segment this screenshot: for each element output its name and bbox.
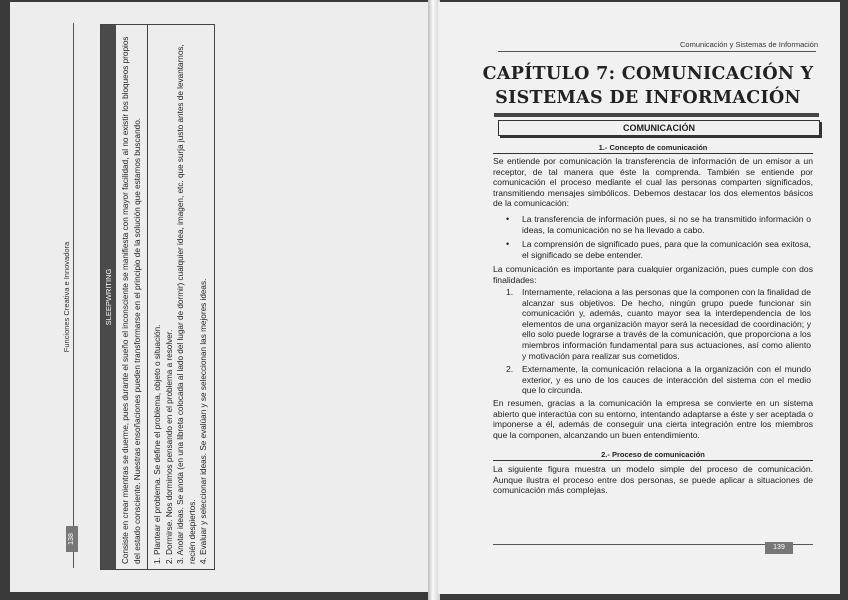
steps-list [148, 25, 214, 569]
box-paragraph: Consiste en crear mientras se duerme, pues durante el sueño el inconsciente se manifiesta con mayor facilidad, al no existir los bloqueos propios del estado consciente. Nuestras ensoñaciones pueden transformarse en el principio de la solución que estamos buscando. [116, 25, 148, 569]
chapter-title-line: CAPÍTULO 7: COMUNICACIÓN Y [482, 64, 814, 84]
bullet-item [506, 214, 811, 235]
numbered-item [506, 287, 811, 361]
item-text: Externamente, la comunicación relaciona a la organización con el mundo exterior, y es uno de los cauces de interacción del sistema con el medio que lo circunda. [522, 364, 811, 396]
paragraph-summary: En resumen, gracias a la comunicación la empresa se convierte en un sistema abierto que interactúa con su entorno, intentando adaptarse a éste y ser aceptada o imponerse a él, además de conseguir una cierta integración entre los miembros que la componen, alcanzando un buen entendimiento. [493, 398, 813, 440]
item-text: Internamente, relaciona a las personas que la componen con la finalidad de alcanzar sus objetivos. De hecho, ningún grupo puede funcionar sin comunicación y, además, cuanto mayor sea la interdependencia de los elementos de una organización mayor será la necesidad de coordinación; y ello solo puede lograrse a través de la comunicación, que proporciona a los miembros información fundamental para sus actuaciones, así como aliento y motivación para realizar sus cometidos. [522, 287, 811, 361]
right-head-rule [498, 51, 816, 52]
chapter-rule [494, 113, 819, 117]
sleepwriting-box [100, 24, 215, 570]
left-head-rule [73, 23, 74, 568]
right-page [438, 2, 840, 594]
bullet-text: La comprensión de significado pues, para que la comunicación sea exitosa, el significado se debe entender. [522, 239, 811, 260]
left-page-number: 138 [66, 526, 78, 552]
chapter-title-line: SISTEMAS DE INFORMACIÓN [495, 88, 801, 108]
right-page-number: 139 [765, 542, 793, 554]
box-title: SLEEPWRITING [101, 25, 116, 569]
bullet-icon: • [506, 214, 510, 224]
left-page [10, 2, 430, 592]
chapter-title [478, 62, 818, 110]
paragraph-importance: La comunicación es importante para cualquier organización, pues cumple con dos finalidades: [493, 264, 813, 285]
left-running-head: Funciones Creativa e Innovadora [62, 241, 71, 353]
bullet-text: La transferencia de información pues, si no se ha transmitido información o ideas, la comunicación no se ha llevado a cabo. [522, 214, 811, 235]
subheading-rule [493, 153, 813, 154]
numbered-item [506, 364, 811, 396]
subheading-proceso: 2.- Proceso de comunicación [601, 450, 705, 459]
rotated-content [10, 2, 430, 592]
bullet-item [506, 239, 811, 260]
step-item: 1. Plantear el problema. Se define el problema, objeto o situación. [153, 324, 162, 564]
bullet-icon: • [506, 239, 510, 249]
subheading-concepto: 1.- Concepto de comunicación [598, 143, 708, 152]
subheading-rule [493, 460, 813, 461]
step-item: 3. Anotar ideas. Se anota (en una libreta colocada al lado del lugar de dormir) cualquier idea, imagen, etc. que surja justo antes de levantarnos, recién despiertos. [176, 44, 197, 564]
step-item: 4. Evaluar y seleccionar ideas. Se evalúan y se seleccionan las mejores ideas. [199, 278, 208, 564]
item-number: 2. [506, 364, 514, 374]
item-number: 1. [506, 287, 514, 297]
paragraph-definition: Se entiende por comunicación la transferencia de información de un emisor a un receptor, de tal manera que éste la comprenda. También se entiende por comunicación el proceso mediante el cual las personas comparten significados, transmitiendo mensajes simbólicos. Debemos destacar los dos elementos básicos de la comunicación: [493, 156, 813, 209]
section-title: COMUNICACIÓN [498, 120, 820, 136]
right-running-head: Comunicación y Sistemas de Información [680, 40, 818, 49]
paragraph-figure-intro: La siguiente figura muestra un modelo simple del proceso de comunicación. Aunque ilustra el proceso entre dos personas, se puede aplicar a situaciones de comunicación más complejas. [493, 464, 813, 496]
step-item: 2. Dormirse. Nos dormimos pensando en el problema a resolver. [164, 329, 174, 564]
